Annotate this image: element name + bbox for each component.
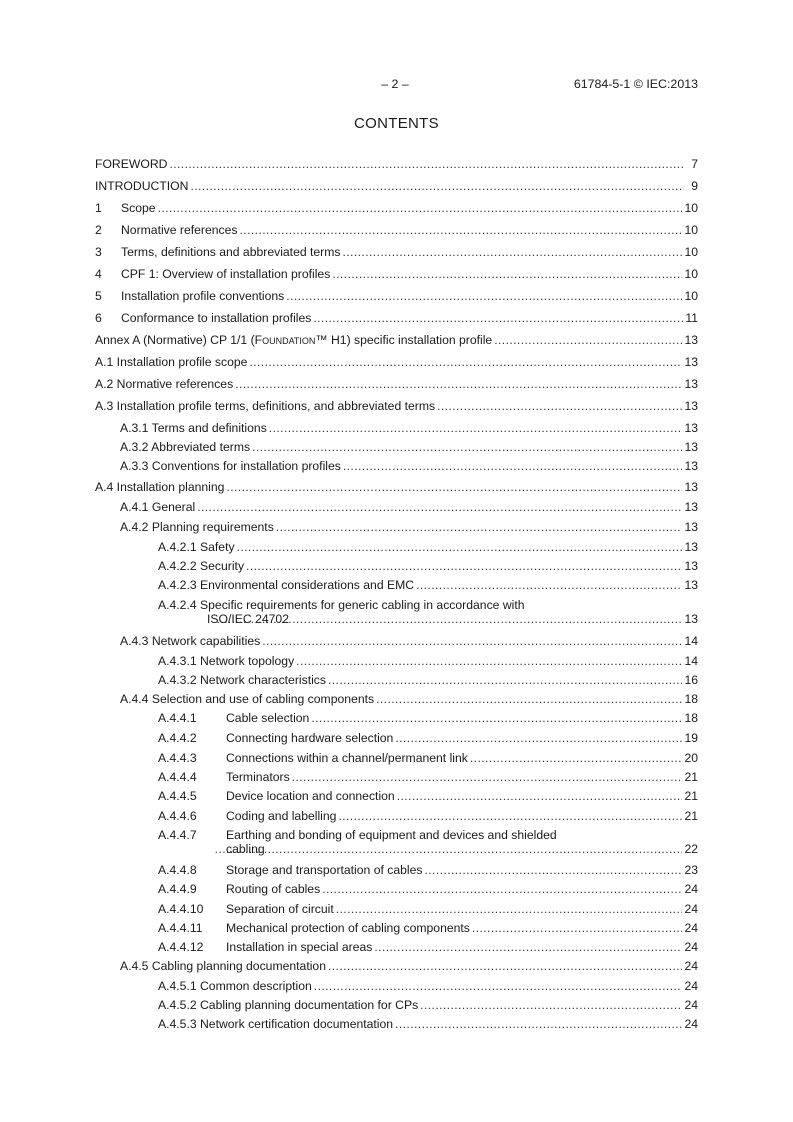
toc-page-number: 16 [684,673,698,687]
toc-page-number: 11 [685,311,698,325]
toc-entry-a4-5[interactable] [120,959,698,973]
toc-entry-number: A.4.4.7 [158,828,197,842]
toc-page-number: 13 [684,480,698,494]
toc-entry-foreword[interactable] [95,157,698,171]
toc-entry-title: INTRODUCTION [95,179,189,193]
toc-leader [158,201,683,215]
toc-entry-title: CPF 1: Overview of installation profiles [121,267,331,281]
toc-entry-a3-1[interactable] [120,421,698,435]
toc-entry-a4-3-1[interactable] [158,654,698,668]
toc-entry-a4-4-6[interactable] [158,809,698,823]
toc-entry-title: Connections within a channel/permanent link [226,751,468,765]
toc-page-number: 10 [684,223,698,237]
toc-leader [215,842,683,856]
toc-entry-title: A.4.2.2 Security [158,559,245,573]
toc-page-number: 9 [691,179,698,193]
toc-entry-a4-4-12[interactable] [158,940,698,954]
toc-entry-3[interactable] [95,245,698,259]
toc-leader [416,578,682,592]
toc-entry-title: A.4.3.2 Network characteristics [158,673,326,687]
toc-entry-a4-2[interactable] [120,520,698,534]
toc-leader [246,559,682,573]
toc-entry-number: A.4.4.9 [158,882,197,896]
toc-leader [397,789,683,803]
toc-entry-title: A.3 Installation profile terms, definitions, and abbreviated terms [95,399,436,413]
toc-entry-title: A.4.5.1 Common description [158,979,312,993]
toc-page-number: 14 [684,634,698,648]
toc-entry-title: A.1 Installation profile scope [95,355,248,369]
toc-page-number: 18 [684,711,698,725]
toc-leader [292,770,683,784]
toc-page-number: 21 [684,809,698,823]
toc-entry-title: Connecting hardware selection [226,731,394,745]
toc-entry-title: Normative references [121,223,238,237]
toc-leader [252,440,682,454]
toc-entry-a3-2[interactable] [120,440,698,454]
toc-entry-a3-3[interactable] [120,459,698,473]
toc-page-number: 13 [684,612,698,626]
toc-leader [249,355,682,369]
toc-entry-title: Conformance to installation profiles [121,311,312,325]
toc-entry-a4-5-1[interactable] [158,979,698,993]
toc-entry-title: Terminators [226,770,290,784]
toc-entry-a4-4[interactable] [120,692,698,706]
toc-entry-title: Coding and labelling [226,809,337,823]
toc-entry-title: A.4.5.2 Cabling planning documentation for CPs [158,998,419,1012]
toc-entry-a4-4-2[interactable] [158,731,698,745]
toc-leader [240,223,683,237]
toc-page-number: 24 [684,998,698,1012]
toc-leader [328,673,682,687]
toc-leader [313,311,683,325]
toc-entry-a4-2-2[interactable] [158,559,698,573]
toc-leader [276,520,683,534]
toc-leader [217,612,683,626]
toc-entry-a4-4-4[interactable] [158,770,698,784]
toc-leader [286,289,682,303]
toc-leader [269,421,683,435]
toc-entry-title: Routing of cables [226,882,321,896]
toc-page-number: 18 [684,692,698,706]
toc-page-number: 13 [684,459,698,473]
toc-entry-a4-4-10[interactable] [158,902,698,916]
toc-entry-title: Earthing and bonding of equipment and devices and shielded cabling [226,828,557,856]
toc-entry-number: 5 [95,289,102,303]
toc-leader [332,267,682,281]
toc-leader [374,940,682,954]
toc-entry-a4-4-11[interactable] [158,921,698,935]
toc-entry-title: FOREWORD [95,157,168,171]
toc-leader [237,540,683,554]
toc-entry-title: A.4.2 Planning requirements [120,520,274,534]
toc-leader [472,921,683,935]
toc-entry-title: A.4 Installation planning [95,480,225,494]
toc-page-number: 13 [684,540,698,554]
toc-entry-title: A.4.3 Network capabilities [120,634,261,648]
toc-leader [235,377,682,391]
toc-page-number: 13 [684,421,698,435]
toc-entry-number: 1 [95,201,102,215]
toc-page-number: 13 [684,559,698,573]
toc-page-number: 19 [684,731,698,745]
toc-page-number: 10 [684,289,698,303]
toc-leader [226,480,682,494]
toc-entry-title: Scope [121,201,156,215]
toc-entry-number: A.4.4.3 [158,751,197,765]
toc-entry-title: A.4.1 General [120,500,196,514]
toc-page-number: 13 [684,440,698,454]
toc-leader [395,1017,682,1031]
toc-entry-a4-4-9[interactable] [158,882,698,896]
toc-leader [328,959,682,973]
toc-page-number: 10 [684,245,698,259]
toc-entry-title: A.4.5 Cabling planning documentation [120,959,326,973]
toc-entry-title: A.3.3 Conventions for installation profiles [120,459,341,473]
toc-page-number: 20 [684,751,698,765]
toc-entry-title: A.3.1 Terms and definitions [120,421,267,435]
toc-entry-number: A.4.4.6 [158,809,197,823]
toc-page-number: 13 [684,333,698,347]
toc-leader [190,179,684,193]
toc-page-number: 24 [684,959,698,973]
toc-leader [420,998,682,1012]
toc-entry-a4-2-4[interactable] [158,598,698,626]
toc-page-number: 22 [684,842,698,856]
toc-entry-title: Cable selection [226,711,310,725]
toc-entry-number: A.4.4.2 [158,731,197,745]
toc-page-number: 24 [684,1017,698,1031]
toc-leader [342,245,682,259]
toc-page-number: 13 [684,355,698,369]
toc-leader [169,157,684,171]
toc-page-number: 7 [691,157,698,171]
toc-entry-number: 6 [95,311,102,325]
toc-entry-a4-5-3[interactable] [158,1017,698,1031]
toc-entry-a2[interactable] [95,377,698,391]
toc-entry-a4-5-2[interactable] [158,998,698,1012]
toc-leader [197,500,682,514]
toc-leader [314,979,683,993]
toc-entry-title: Installation profile conventions [121,289,285,303]
toc-leader [376,692,682,706]
toc-page-number: 24 [684,979,698,993]
toc-entry-number: 2 [95,223,102,237]
toc-entry-title: A.4.3.1 Network topology [158,654,295,668]
toc-entry-title: A.2 Normative references [95,377,234,391]
toc-entry-annex-a[interactable] [95,333,698,347]
toc-page-number: 13 [684,399,698,413]
toc-entry-a4-4-3[interactable] [158,751,698,765]
toc-leader [470,751,683,765]
toc-page-number: 21 [684,770,698,784]
toc-entry-a4-1[interactable] [120,500,698,514]
toc-entry-title: A.3.2 Abbreviated terms [120,440,251,454]
toc-page-number: 13 [684,578,698,592]
toc-leader [343,459,683,473]
toc-entry-number: A.4.4.5 [158,789,197,803]
toc-leader [311,711,682,725]
toc-entry-title: Annex A (Normative) CP 1/1 (Foundation™ H1) specific installation profile [95,333,493,347]
toc-entry-number: 4 [95,267,102,281]
toc-leader [494,333,682,347]
toc-entry-title: Mechanical protection of cabling components [226,921,470,935]
toc-entry-a1[interactable] [95,355,698,369]
toc-entry-title: A.4.2.4 Specific requirements for generic cabling in accordance with ISO/IEC 24702 [158,598,525,626]
toc-entry-number: A.4.4.12 [158,940,204,954]
toc-page-number: 10 [684,267,698,281]
toc-leader [395,731,682,745]
toc-entry-a4-2-3[interactable] [158,578,698,592]
toc-page-number: 24 [684,902,698,916]
toc-entry-title: A.4.2.3 Environmental considerations and EMC [158,578,415,592]
toc-entry-title: Terms, definitions and abbreviated terms [121,245,341,259]
toc-entry-title: A.4.5.3 Network certification documentation [158,1017,394,1031]
toc-entry-title: Storage and transportation of cables [226,863,423,877]
toc-leader [336,902,683,916]
toc-leader [322,882,682,896]
toc-entry-a4-4-1[interactable] [158,711,698,725]
toc-entry-a4-4-5[interactable] [158,789,698,803]
toc-entry-4[interactable] [95,267,698,281]
toc-entry-number: A.4.4.10 [158,902,204,916]
toc-leader [437,399,682,413]
toc-entry-title: Device location and connection [226,789,395,803]
toc-entry-title: A.4.4 Selection and use of cabling components [120,692,375,706]
toc-page-number: 10 [684,201,698,215]
toc-page-number: 13 [684,377,698,391]
toc-entry-a4-4-8[interactable] [158,863,698,877]
toc-entry-title: Installation in special areas [226,940,373,954]
toc-page-number: 21 [684,789,698,803]
toc-entry-number: A.4.4.4 [158,770,197,784]
toc-entry-a4-3[interactable] [120,634,698,648]
toc-entry-title: A.4.2.1 Safety [158,540,235,554]
document-reference: 61784-5-1 © IEC:2013 [573,77,698,91]
toc-entry-a4-4-7[interactable] [158,828,698,856]
toc-page-number: 14 [684,654,698,668]
toc-entry-title: Separation of circuit [226,902,334,916]
toc-entry-6[interactable] [95,311,698,325]
toc-page-number: 24 [684,921,698,935]
toc-entry-a4-2-1[interactable] [158,540,698,554]
toc-entry-2[interactable] [95,223,698,237]
toc-entry-number: A.4.4.11 [158,921,203,935]
toc-leader [424,863,682,877]
toc-entry-number: A.4.4.1 [158,711,197,725]
toc-entry-a3[interactable] [95,399,698,413]
toc-leader [338,809,682,823]
toc-leader [262,634,682,648]
toc-page-number: 23 [684,863,698,877]
page-title: CONTENTS [354,115,439,132]
toc-page-number: 13 [684,520,698,534]
toc-entry-5[interactable] [95,289,698,303]
toc-entry-number: A.4.4.8 [158,863,197,877]
toc-page-number: 24 [684,940,698,954]
toc-entry-1[interactable] [95,201,698,215]
toc-page-number: 13 [684,500,698,514]
toc-entry-a4-3-2[interactable] [158,673,698,687]
toc-page-number: 24 [684,882,698,896]
page-number: – 2 – [381,77,409,91]
toc-entry-number: 3 [95,245,102,259]
toc-entry-introduction[interactable] [95,179,698,193]
toc-leader [296,654,682,668]
toc-entry-a4[interactable] [95,480,698,494]
